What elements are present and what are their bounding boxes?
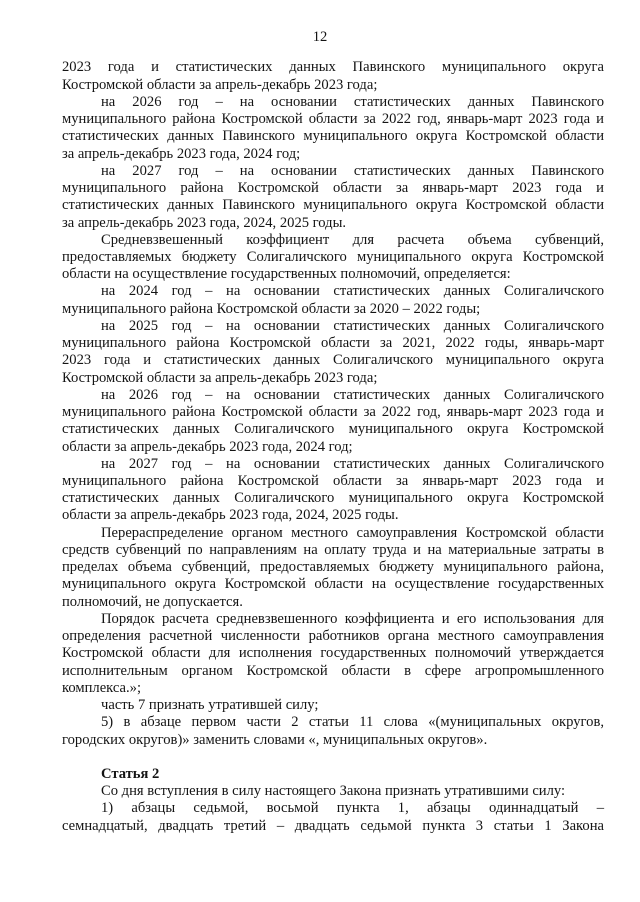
paragraph [62,283,604,317]
text-line: 2023 года и статистических данных Солигаличского муниципального округа [62,352,604,369]
text-line: статистических данных Павинского муниципального округа Костромской области [62,128,604,145]
text-line: Костромской области за апрель-декабрь 2023 года; [62,369,378,386]
paragraph [62,525,604,611]
page-number: 12 [312,29,328,45]
text-line: 2023 года и статистических данных Павинского муниципального округа [62,59,604,76]
paragraph [62,232,604,284]
text-line: средств субвенций по направлениям на оплату труда и на материальные затраты в [62,541,604,558]
text-line: муниципального района Костромской области за 2021, 2022 годы, январь-март [62,335,604,352]
article-heading: Статья 2 [101,765,160,782]
text-line: городских округов)» заменить словами «, муниципальных округов». [62,731,488,748]
paragraph [62,59,604,93]
paragraph [62,611,604,697]
paragraph [62,456,604,525]
text-line: Средневзвешенный коэффициент для расчета объема субвенций, [101,231,604,248]
text-line: области за апрель-декабрь 2023 года, 2024 год; [62,438,353,455]
text-line: 1) абзацы седьмой, восьмой пункта 1, абзацы одиннадцатый – [101,800,604,817]
paragraph [62,800,604,834]
paragraph [62,714,604,748]
paragraph [62,387,604,456]
article-section [62,766,604,835]
text-line: на 2025 год – на основании статистических данных Солигаличского [101,317,604,334]
text-line: на 2024 год – на основании статистических данных Солигаличского [101,283,604,300]
document-body [62,59,604,835]
text-line: муниципального района Костромской области за январь-март 2023 года и [62,473,604,490]
text-line: на 2026 год – на основании статистических данных Солигаличского [101,386,604,403]
text-line: статистических данных Солигаличского муниципального округа Костромской [62,421,604,438]
text-line: 5) в абзаце первом части 2 статьи 11 слова «(муниципальных округов, [101,714,604,731]
text-line: муниципального района Костромской области за 2022 год, январь-март 2023 года и [62,111,604,128]
text-line: статистических данных Павинского муниципального округа Костромской области [62,197,604,214]
paragraph [62,94,604,163]
text-line: на 2027 год – на основании статистических данных Павинского [101,162,604,179]
text-line: исполнительным органом Костромской области в сфере агропромышленного [62,662,604,679]
paragraph [62,697,604,714]
text-line: семнадцатый, двадцать третий – двадцать седьмой пункта 3 статьи 1 Закона [62,817,604,834]
text-line: на 2026 год – на основании статистических данных Павинского [101,93,604,110]
text-line: пределах объема субвенций, предоставляемых бюджету муниципального района, [62,559,604,576]
text-line: за апрель-декабрь 2023 года, 2024, 2025 годы. [62,214,347,231]
text-line: муниципального района Костромской области за 2022 год, январь-март 2023 года и [62,404,604,421]
text-line: муниципального округа Костромской области на осуществление государственных [62,576,604,593]
text-line: области на осуществление государственных полномочий, определяется: [62,266,511,283]
paragraph [62,318,604,387]
text-line: полномочий, не допускается. [62,593,243,610]
text-line: часть 7 признать утратившей силу; [101,697,319,714]
text-line: за апрель-декабрь 2023 года, 2024 год; [62,145,301,162]
text-line: на 2027 год – на основании статистических данных Солигаличского [101,455,604,472]
text-line: определения расчетной численности работников органа местного самоуправления [62,628,604,645]
blank-line [62,749,604,766]
paragraph [62,163,604,232]
text-line: Со дня вступления в силу настоящего Закона признать утратившими силу: [101,783,566,800]
text-line: Костромской области для исполнения государственных полномочий утверждается [62,645,604,662]
text-line: статистических данных Солигаличского муниципального округа Костромской [62,490,604,507]
text-line: Костромской области за апрель-декабрь 2023 года; [62,76,378,93]
text-line: муниципального района Костромской области за январь-март 2023 года и [62,180,604,197]
text-line: предоставляемых бюджету Солигаличского муниципального округа Костромской [62,248,604,265]
text-line: комплекса.»; [62,679,142,696]
text-line: муниципального района Костромской области за 2020 – 2022 годы; [62,300,481,317]
paragraph [62,783,604,800]
text-line: области за апрель-декабрь 2023 года, 2024, 2025 годы. [62,507,399,524]
text-line: Порядок расчета средневзвешенного коэффициента и его использования для [101,610,604,627]
text-line: Перераспределение органом местного самоуправления Костромской области [101,524,604,541]
